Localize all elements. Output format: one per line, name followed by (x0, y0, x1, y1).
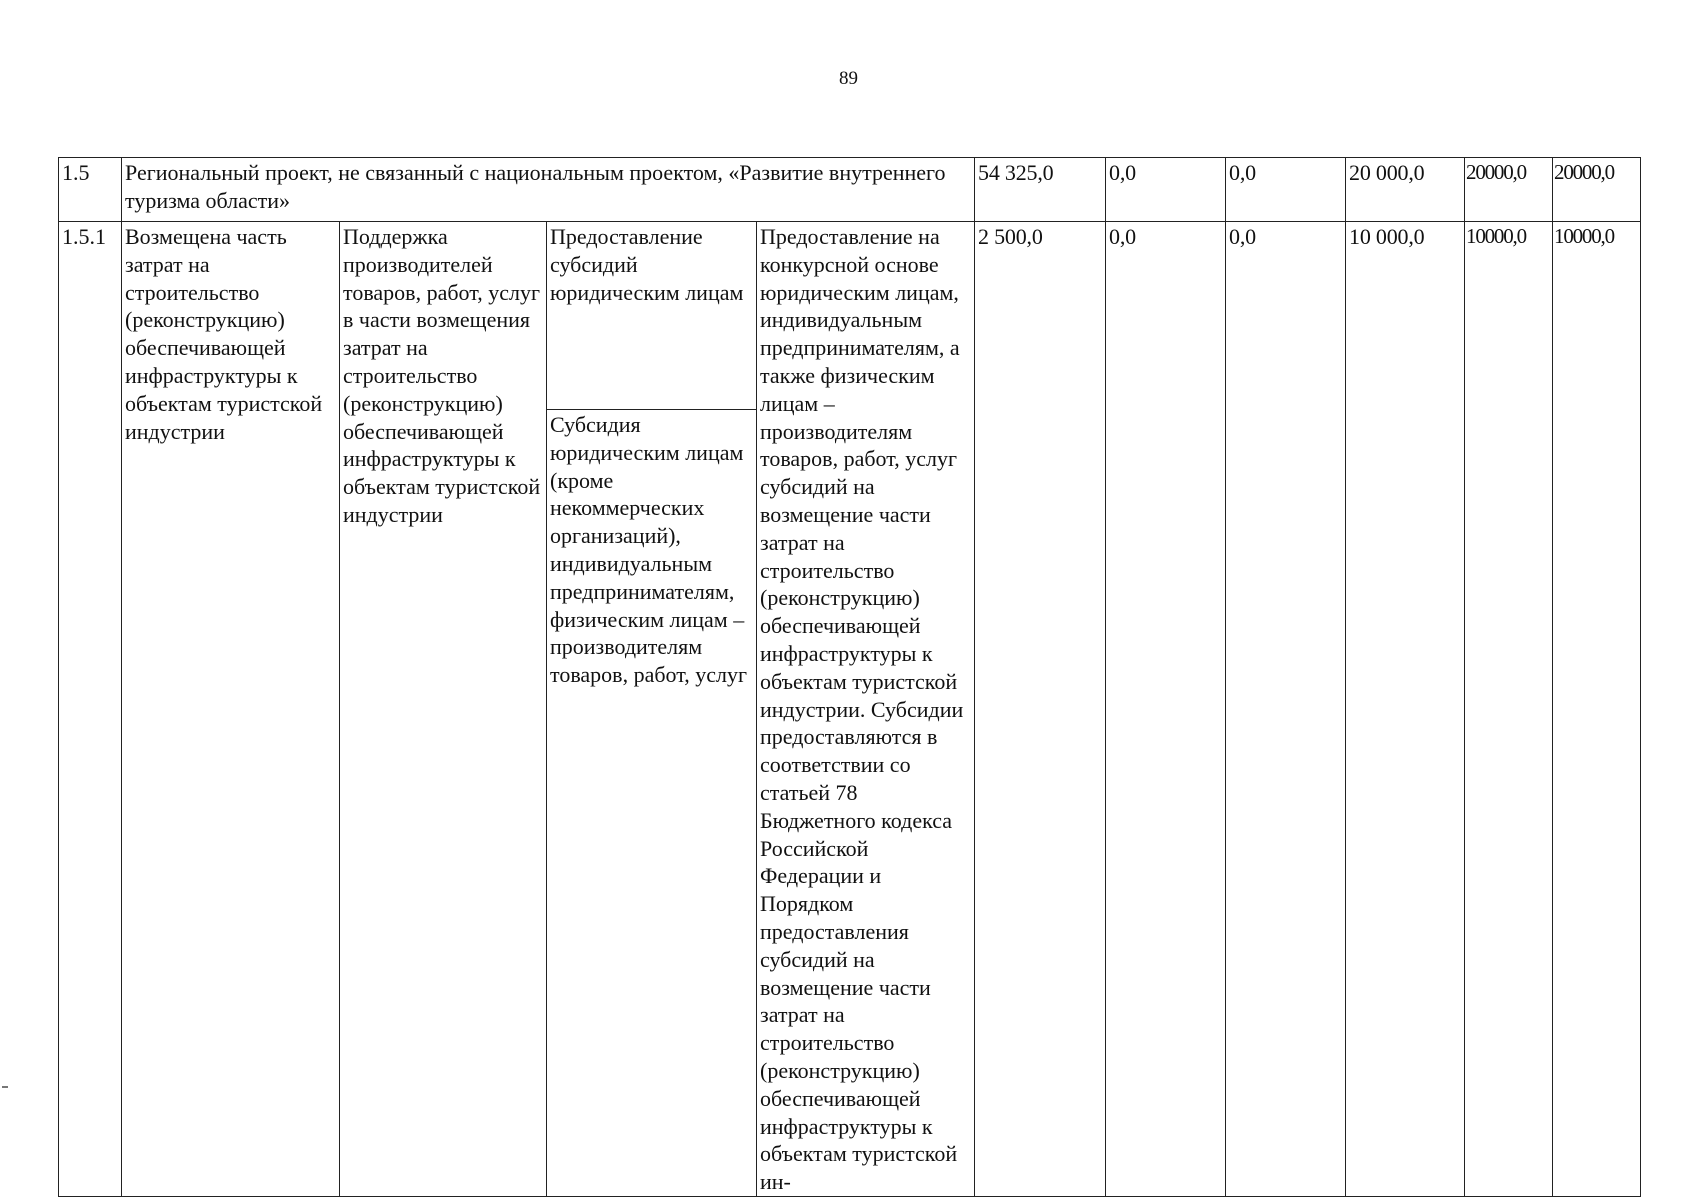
event-type-cell: Субсидия юридическим лицам (кроме некоммерческих организаций), индивидуальным предпринимателям, физическим лицам – производителям товаров, работ, услуг (547, 410, 757, 1197)
table-row (59, 158, 1641, 222)
value-cell: 2 500,0 (975, 222, 1106, 1197)
value-cell: 0,0 (1106, 158, 1226, 222)
budget-table (58, 157, 1641, 1197)
table-row (59, 222, 1641, 410)
value-cell: 20000,0 (1553, 158, 1641, 222)
row-code: 1.5 (59, 158, 122, 222)
row-code: 1.5.1 (59, 222, 122, 1197)
event-type-cell: Предоставление субсидий юридическим лицам (547, 222, 757, 410)
value-cell: 20 000,0 (1346, 158, 1465, 222)
value-cell: 20000,0 (1465, 158, 1553, 222)
value-cell: 10000,0 (1465, 222, 1553, 1197)
result-cell: Возмещена часть затрат на строительство (реконструкцию) обеспечивающей инфраструктуры к объектам туристской индустрии (122, 222, 340, 1197)
value-cell: 0,0 (1106, 222, 1226, 1197)
project-title: Региональный проект, не связанный с национальным проектом, «Развитие внутреннего туризма области» (122, 158, 975, 222)
value-cell: 0,0 (1226, 158, 1346, 222)
measure-cell: Поддержка производителей товаров, работ, услуг в части возмещения затрат на строительство (реконструкцию) обеспечивающей инфраструктуры к объектам туристской индустрии (340, 222, 547, 1197)
value-cell: 0,0 (1226, 222, 1346, 1197)
value-cell: 10000,0 (1553, 222, 1641, 1197)
page-number: 89 (839, 68, 858, 89)
description-cell: Предоставление на конкурсной основе юридическим лицам, индивидуальным предпринимателям, а также физическим лицам – производителям товаров, работ, услуг субсидий на возмещение части затрат на строительство (реконструкцию) обеспечивающей инфраструктуры к объектам туристской индустрии. Субсидии предоставляются в соответствии со статьей 78 Бюджетного кодекса Российской Федерации и Порядком предоставления субсидий на возмещение части затрат на строительство (реконструкцию) обеспечивающей инфраструктуры к объектам туристской ин- (757, 222, 975, 1197)
value-cell: 10 000,0 (1346, 222, 1465, 1197)
value-cell: 54 325,0 (975, 158, 1106, 222)
scan-mark (2, 1086, 8, 1088)
